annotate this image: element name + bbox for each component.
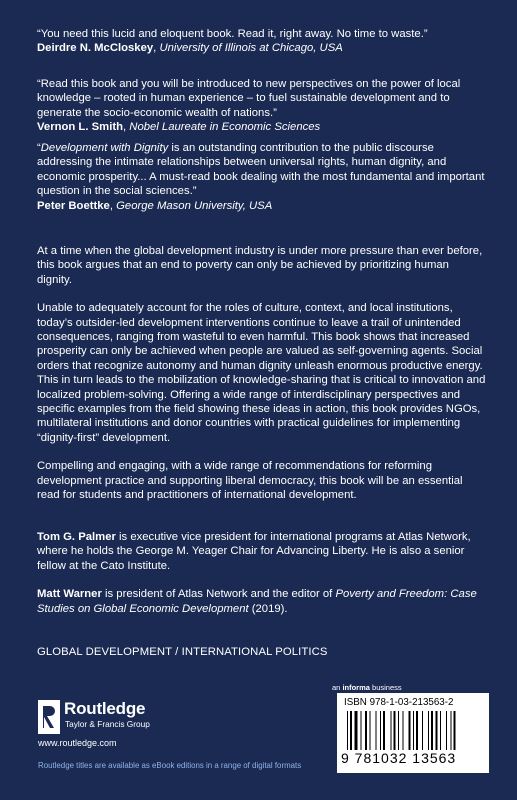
publisher-url[interactable]: www.routledge.com: [38, 738, 117, 748]
description-paragraph: Compelling and engaging, with a wide range of recommendations for reforming development practice and supporting liberal democracy, this book will be an essential read for students and practitioners of international development.: [37, 460, 463, 502]
author-name: Matt Warner: [37, 588, 102, 601]
endorsement-affiliation: George Mason University, USA: [116, 199, 273, 212]
endorsement-quote: “You need this lucid and eloquent book. Read it, right away. No time to waste.”: [37, 28, 428, 40]
author-name: Tom G. Palmer: [37, 531, 116, 543]
endorsement-author: Vernon L. Smith: [37, 121, 123, 134]
author-bio-warner: Matt Warner is president of Atlas Network and the editor of Poverty and Freedom: Case Studies on Global Economic Development (2019).: [37, 588, 477, 615]
informa-business-label: an informa business: [332, 683, 402, 692]
publisher-name: Routledge: [64, 699, 146, 718]
edited-book-title: Poverty and Freedom: Case Studies on Global Economic Development: [37, 588, 477, 615]
subject-category: GLOBAL DEVELOPMENT / INTERNATIONAL POLITICS: [37, 646, 328, 658]
endorsement-2: “Read this book and you will be introduced to new perspectives on the power of local knowledge – rooted in human experience – to fuel sustainable development and to generate the socio-economic wealth of nations.” Vernon L. Smith, Nobel Laureate in Economic Sciences: [37, 77, 487, 135]
endorsement-affiliation: Nobel Laureate in Economic Sciences: [129, 121, 321, 134]
endorsement-quote: “Development with Dignity is an outstanding contribution to the public discourse addressing the intimate relationships between universal rights, human dignity, and economic prosperity... A must-read book dealing with the most fundamental and important question in the social sciences.”: [37, 142, 485, 198]
ebook-availability-note: Routledge titles are available as eBook editions in a range of digital formats: [38, 761, 302, 770]
endorsement-author: Deirdre N. McCloskey: [37, 42, 154, 55]
description-paragraph: At a time when the global development industry is under more pressure than ever before, this book argues that an end to poverty can only be achieved by prioritizing human dignity.: [37, 245, 483, 286]
endorsement-1: “You need this lucid and eloquent book. Read it, right away. No time to waste.” Deirdre N. McCloskey, University of Illinois at Chicago, USA: [37, 27, 487, 56]
isbn-barcode-box: [337, 693, 489, 773]
author-bios: [37, 530, 487, 616]
description-paragraph: Unable to adequately account for the roles of culture, context, and local institutions, today’s outsider-led development interventions continue to leave a trail of unintended consequences, ranging from wasteful to even harmful. This book shows that increased prosperity can only be achieved when people are valued as self-governing agents. Social orders that recognize autonomy and human dignity unleash enormous productive energy. This in turn leads to the mobilization of knowledge-sharing that is critical to innovation and localized problem-solving. Offering a wide range of interdisciplinary perspectives and specific examples from the field showing these ideas in action, this book provides NGOs, multilateral institutions and donor countries with practical guidelines for implementing “dignity-first” development.: [37, 302, 486, 444]
author-bio-palmer: Tom G. Palmer is executive vice president for international programs at Atlas Network, where he holds the George M. Yeager Chair for Advancing Liberty. He is also a senior fellow at the Cato Institute.: [37, 531, 471, 572]
barcode-digits: 9 781032 13563: [341, 750, 457, 766]
publisher-group: Taylor & Francis Group: [65, 719, 150, 729]
book-title: Development with Dignity: [40, 142, 169, 154]
endorsement-affiliation: University of Illinois at Chicago, USA: [159, 42, 343, 55]
endorsement-author: Peter Boettke: [37, 199, 110, 212]
endorsement-3: “Development with Dignity is an outstanding contribution to the public discourse addressing the intimate relationships between universal rights, human dignity, and economic prosperity... A must-read book dealing with the most fundamental and important question in the social sciences.” Peter Boettke, George Mason University, USA: [37, 141, 487, 213]
book-description: [37, 244, 487, 503]
routledge-r-logo-icon: [38, 700, 60, 734]
endorsement-quote: “Read this book and you will be introduced to new perspectives on the power of local knowledge – rooted in human experience – to fuel sustainable development and to generate the socio-economic wealth of nations.”: [37, 78, 461, 119]
isbn-label: ISBN 978-1-03-213563-2: [344, 697, 454, 708]
